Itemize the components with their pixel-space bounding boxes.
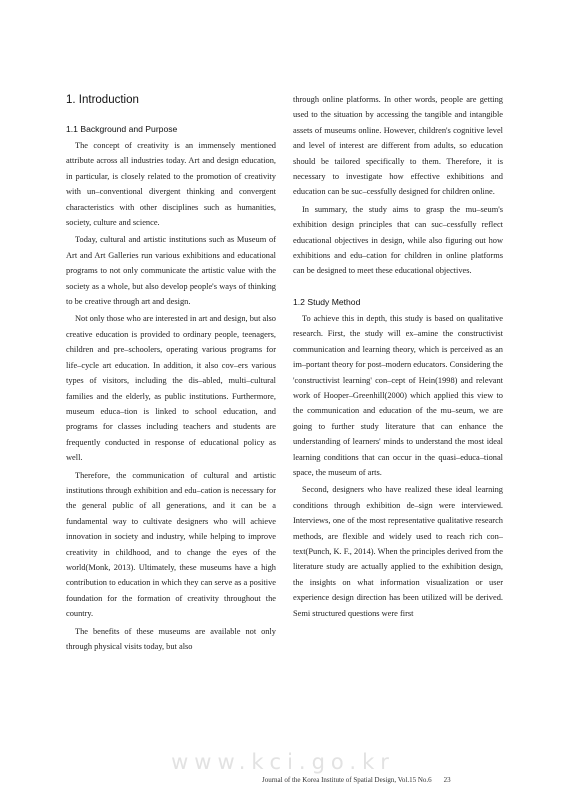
paragraph: Second, designers who have realized these ideal learning conditions through exhibition de–sign were interviewed. Interviews, one of the most representative qualitative research methods, are flexible and widely used to reach rich con–text(Punch, K. F., 2014). When the principles derived from the literature study are actually applied to the exhibition design, the insights on what information visualization or user experience design direction has been utilized will be derived. Semi structured questions were first (293, 485, 503, 618)
right-column (293, 92, 503, 623)
subsection-title-background: 1.1 Background and Purpose (66, 124, 178, 134)
subsection-title-method: 1.2 Study Method (293, 296, 361, 307)
left-column (66, 92, 276, 656)
page-number: 23 (443, 776, 451, 784)
watermark: www.kci.go.kr (171, 750, 395, 774)
journal-name: Journal of the Korea Institute of Spatial Design, Vol.15 No.6 (262, 776, 432, 784)
paragraph: Not only those who are interested in art and design, but also creative education is provided to ordinary people, teenagers, children and pre–schoolers, operating various programs for life–cycle art education. In addition, it also cov–ers various types of visitors, including the dis–abled, multi–cultural families and the elderly, as public institutions. Furthermore, museum educa–tion is linked to school education, and programs for classes including teachers and students are frequently conducted in response of educational policy as well. (66, 314, 276, 463)
paragraph: The concept of creativity is an immensely mentioned attribute across all industries today. Art and design education, in particular, is closely related to the promotion of creativity with un–conventional divergent thinking and convergent characteristics with other disciplines such as humanities, society, culture and science. (66, 141, 276, 228)
paragraph: In summary, the study aims to grasp the mu–seum's exhibition design principles that can suc–cessfully reflect educational objectives in design, while also figuring out how exhibitions and edu–cation for children in online platforms can be designed to meet these educational objectives. (293, 204, 503, 276)
section-title: 1. Introduction (66, 94, 139, 106)
paragraph: The benefits of these museums are available not only through physical visits today, but also (66, 626, 276, 651)
page-footer (262, 776, 451, 784)
paragraph: Therefore, the communication of cultural and artistic institutions through exhibition and edu–cation is necessary for the general public of all generations, and it can be a fundamental way to cultivate designers who will achieve innovation in society and industry, while helping to improve creativity in childhood, and to change the eyes of the world(Monk, 2013). Ultimately, these museums have a high contribution to education in which they can serve as a positive foundation for the formation of creativity throughout the country. (66, 470, 276, 619)
paragraph: To achieve this in depth, this study is based on qualitative research. First, the study will ex–amine the constructivist communication and learning theory, which is perceived as an im–portant theory for post–modern educators. Considering the 'constructivist learning' con–cept of Hein(1998) and relevant work of Hooper–Greenhill(2000) which applied this view to the communication and education of the mu–seum, we are going to further study literature that can enhance the understanding of learners' minds to understand the most ideal learning conditions that can occur in the quasi–educa–tional space, the museum of arts. (293, 313, 503, 477)
paragraph: Today, cultural and artistic institutions such as Museum of Art and Art Galleries run various exhibitions and educational programs to not only communicate the artistic value with the society as a whole, but also develop people's ways of thinking to be creative through art and design. (66, 235, 276, 307)
paragraph-continued: through online platforms. In other words, people are getting used to the situation by accessing the tangible and intangible assets of museums online. However, children's cognitive level and level of interest are different from adults, so education should be tailored specifically to them. Therefore, it is necessary to investigate how effective exhibitions and education can be suc–cessfully designed for children online. (293, 95, 503, 197)
